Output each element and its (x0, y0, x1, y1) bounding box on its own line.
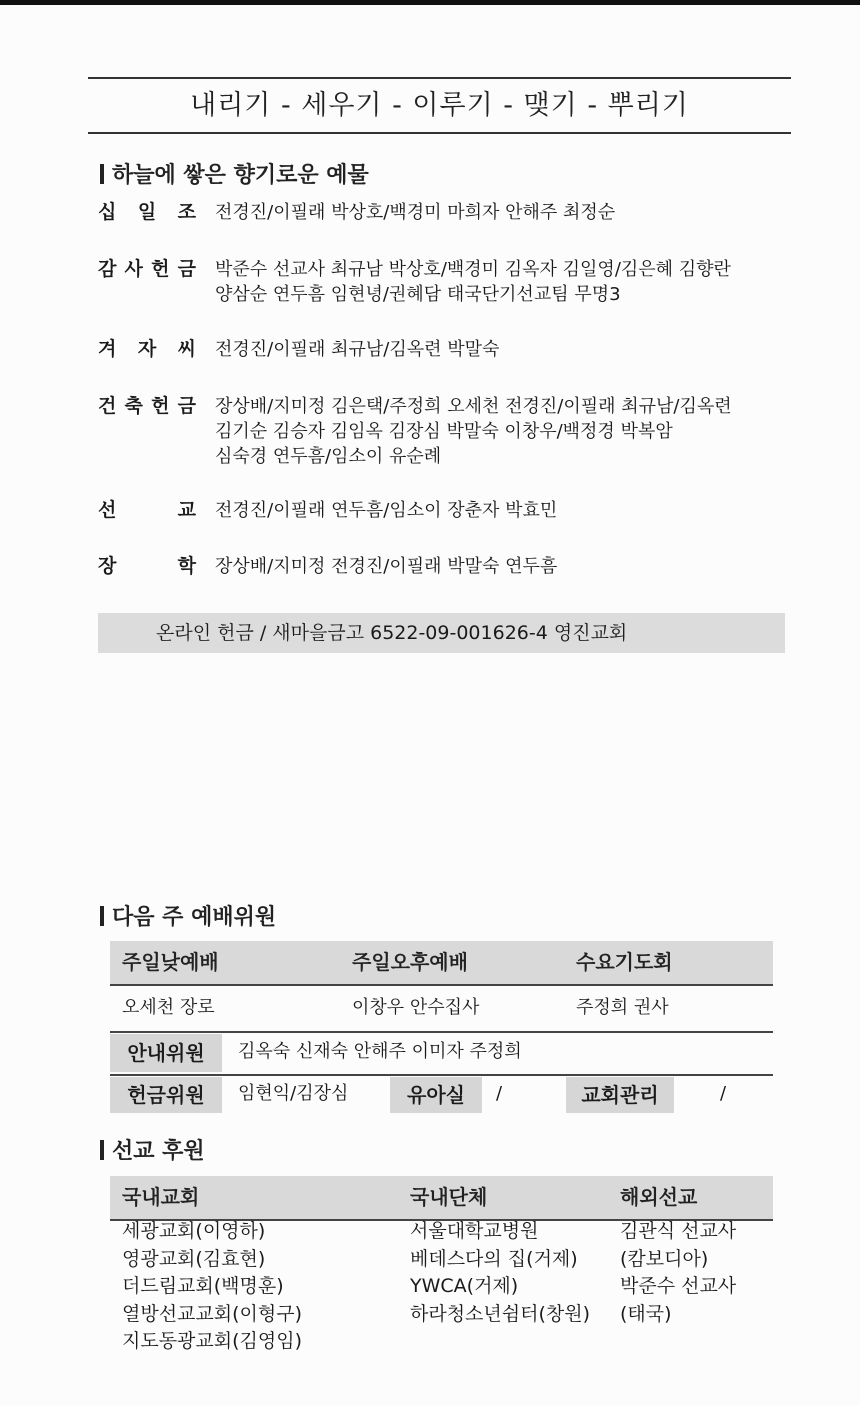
names-line: 양삼순 연두흠 임현녕/권혜담 태국단기선교팀 무명3 (215, 284, 621, 305)
leader-sunday-afternoon: 이창우 안수집사 (352, 997, 480, 1018)
worship-header-band (110, 941, 773, 984)
list-item: 열방선교교회(이형구) (122, 1302, 303, 1325)
label-char: 헌 (151, 258, 170, 280)
names-line: 김기순 김승자 김임옥 김장심 박말숙 이창우/백정경 박복암 (215, 421, 673, 442)
offering-label (98, 394, 196, 419)
offering-committee-names: 임현익/김장심 (238, 1083, 349, 1104)
offering-committee-label: 헌금위원 (110, 1077, 222, 1113)
label-char: 교 (177, 499, 196, 521)
list-item: YWCA(거제) (410, 1275, 519, 1297)
offering-names (215, 554, 800, 579)
header-overseas-mission: 해외선교 (620, 1185, 698, 1209)
nursery-value: / (496, 1083, 503, 1104)
list-item: 박준수 선교사 (620, 1275, 737, 1297)
label-char: 건 (98, 395, 117, 417)
overseas-mission-list (620, 1218, 736, 1328)
list-item: 지도동광교회(김영임) (122, 1330, 303, 1352)
list-item: 베데스다의 집(거제) (410, 1247, 578, 1270)
offering-label (98, 554, 196, 579)
label-char: 축 (124, 395, 143, 417)
label-char: 장 (98, 555, 117, 577)
banner-motto: 내리기 - 세우기 - 이루기 - 맺기 - 뿌리기 (190, 90, 689, 121)
online-offering-account: 온라인 헌금 / 새마을금고 6522-09-001626-4 영진교회 (98, 613, 785, 653)
mission-section-title (100, 1134, 205, 1165)
worship-section-title (100, 900, 276, 931)
label-char: 일 (137, 201, 157, 223)
list-item: 김관식 선교사 (620, 1220, 737, 1242)
worship-divider (110, 1074, 773, 1076)
offering-names (215, 337, 800, 362)
mission-header-band (110, 1176, 773, 1219)
names-line: 장상배/지미정 김은택/주정희 오세천 전경진/이필래 최규남/김옥련 (215, 396, 732, 417)
label-char: 헌 (151, 395, 170, 417)
offering-label (98, 257, 196, 282)
list-item: 더드림교회(백명훈) (122, 1275, 284, 1297)
mission-title-text: 선교 후원 (112, 1139, 205, 1164)
offerings-section-title (100, 158, 369, 189)
header-wednesday-prayer: 수요기도회 (576, 950, 673, 974)
list-item: 세광교회(이영하) (122, 1220, 266, 1242)
leader-wednesday-prayer: 주정희 권사 (576, 997, 669, 1018)
header-domestic-churches: 국내교회 (122, 1185, 200, 1209)
usher-names: 김옥숙 신재숙 안해주 이미자 주정희 (238, 1041, 522, 1062)
worship-divider (110, 1031, 773, 1033)
label-char: 사 (124, 258, 143, 280)
section-marker (100, 164, 104, 184)
label-char: 학 (177, 555, 196, 577)
list-item: (태국) (620, 1302, 672, 1325)
list-item: (캄보디아) (620, 1247, 709, 1270)
label-char: 금 (177, 395, 196, 417)
church-management-value: / (720, 1083, 727, 1104)
offerings-title-text: 하늘에 쌓은 향기로운 예물 (112, 163, 369, 188)
offering-label (98, 498, 196, 523)
worship-divider (110, 984, 773, 986)
church-management-label: 교회관리 (566, 1077, 674, 1113)
names-line: 전경진/이필래 박상호/백경미 마희자 안해주 최정순 (215, 202, 616, 223)
list-item: 영광교회(김효현) (122, 1247, 266, 1270)
header-sunday-afternoon: 주일오후예배 (352, 950, 468, 974)
offering-names (215, 498, 800, 523)
domestic-churches-list (122, 1218, 302, 1356)
offering-label (98, 200, 196, 225)
scan-top-edge (0, 0, 860, 5)
label-char: 자 (137, 338, 157, 360)
label-char: 감 (98, 258, 117, 280)
section-marker (100, 906, 104, 926)
domestic-orgs-list (410, 1218, 590, 1328)
label-char: 조 (177, 201, 196, 223)
offering-names (215, 257, 800, 307)
label-char: 금 (177, 258, 196, 280)
offering-names (215, 200, 800, 225)
names-line: 전경진/이필래 연두흠/임소이 장춘자 박효민 (215, 500, 558, 521)
worship-title-text: 다음 주 예배위원 (112, 905, 277, 930)
header-sunday-morning: 주일낮예배 (122, 950, 219, 974)
label-char: 겨 (98, 338, 117, 360)
header-domestic-orgs: 국내단체 (410, 1185, 488, 1209)
banner-bottom-rule (88, 132, 791, 134)
label-char: 십 (98, 201, 117, 223)
banner-top-rule (88, 77, 791, 79)
usher-label: 안내위원 (110, 1034, 222, 1072)
offering-label (98, 337, 196, 362)
list-item: 하라청소년쉼터(창원) (410, 1302, 591, 1325)
offering-names (215, 394, 800, 469)
list-item: 서울대학교병원 (410, 1220, 539, 1242)
nursery-label: 유아실 (390, 1077, 482, 1113)
names-line: 심숙경 연두흠/임소이 유순례 (215, 446, 442, 467)
names-line: 장상배/지미정 전경진/이필래 박말숙 연두흠 (215, 556, 558, 577)
names-line: 전경진/이필래 최규남/김옥련 박말숙 (215, 339, 500, 360)
section-marker (100, 1140, 104, 1160)
leader-sunday-morning: 오세천 장로 (122, 997, 215, 1018)
names-line: 박준수 선교사 최규남 박상호/백경미 김옥자 김일영/김은혜 김향란 (215, 259, 731, 280)
label-char: 선 (98, 499, 117, 521)
label-char: 씨 (177, 338, 196, 360)
